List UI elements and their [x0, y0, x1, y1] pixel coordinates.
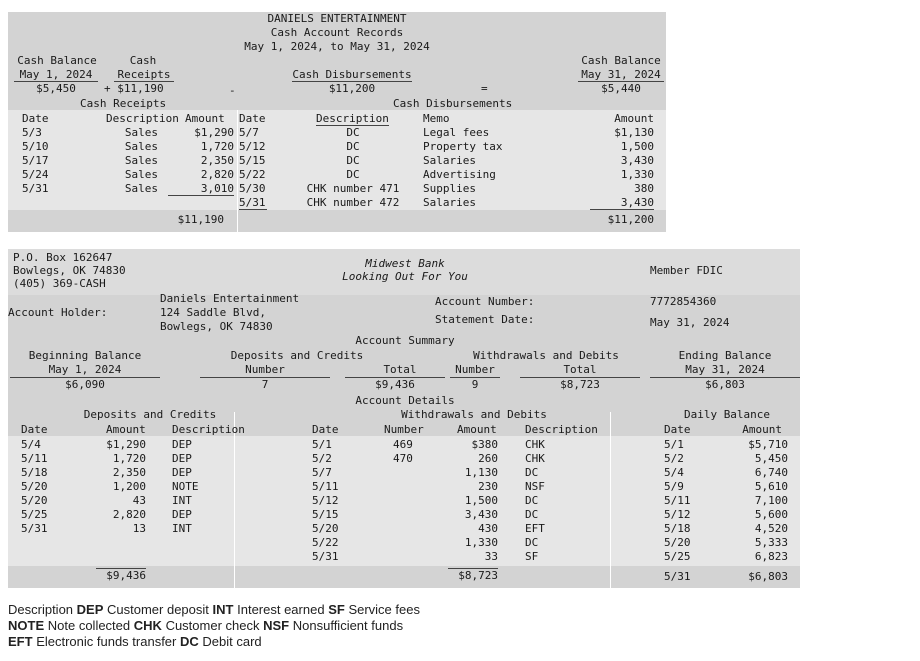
receipt-description: Sales	[124, 154, 158, 167]
account-number: 7772854360	[650, 295, 717, 308]
legend-code: INT	[212, 602, 234, 617]
summary-end-value: $6,803	[650, 377, 800, 391]
daily-date: 5/18	[664, 522, 691, 535]
member-fdic: Member FDIC	[650, 264, 723, 277]
summary-withdrawals-total: $8,723	[520, 377, 640, 391]
daily-date: 5/12	[664, 508, 691, 521]
legend-code: DEP	[76, 602, 104, 617]
daily-amount: 5,610	[754, 480, 788, 493]
legend-description-label: Description	[8, 602, 74, 617]
wd-header-description: Description	[525, 423, 598, 436]
dep-date: 5/4	[21, 438, 41, 451]
daily-amount: 5,600	[754, 508, 788, 521]
disb-memo: Supplies	[423, 182, 476, 195]
wd-description: EFT	[525, 522, 545, 535]
wd-number: 469	[393, 438, 413, 451]
wd-description: CHK	[525, 452, 545, 465]
receipt-description: Sales	[124, 126, 158, 139]
disb-date: 5/15	[239, 154, 266, 167]
legend-text: Customer deposit	[107, 602, 209, 617]
dep-amount: 2,350	[112, 466, 146, 479]
begin-balance-label-2: May 1, 2024	[14, 68, 98, 82]
wd-date: 5/1	[312, 438, 332, 451]
bank-address-2: Bowlegs, OK 74830	[13, 264, 126, 277]
disb-amount: $1,130	[614, 126, 654, 139]
dep-description: INT	[172, 522, 192, 535]
dep-amount: 2,820	[112, 508, 146, 521]
dep-description: NOTE	[172, 480, 199, 493]
disbursements-section-title: Cash Disbursements	[393, 97, 513, 110]
dep-description: DEP	[172, 438, 192, 451]
legend-code: SF	[328, 602, 345, 617]
daily-final-amount: $6,803	[748, 570, 788, 583]
daily-amount: 4,520	[754, 522, 788, 535]
wd-description: DC	[525, 466, 539, 479]
legend-line-2	[8, 618, 403, 634]
wd-date: 5/11	[312, 480, 339, 493]
dep-amount: 43	[132, 494, 146, 507]
dep-amount: 1,200	[112, 480, 146, 493]
disb-date: 5/7	[239, 126, 259, 139]
summary-withdrawals-total-label: Total	[563, 363, 597, 376]
bank-slogan: Looking Out For You	[342, 270, 468, 283]
daily-date: 5/20	[664, 536, 691, 549]
disb-description: DC	[346, 140, 360, 153]
receipt-date: 5/10	[22, 140, 49, 153]
dep-header-amount: Amount	[106, 423, 146, 436]
withdrawals-total: $8,723	[448, 568, 498, 582]
wd-date: 5/12	[312, 494, 339, 507]
daily-date: 5/11	[664, 494, 691, 507]
dep-amount: 1,720	[112, 452, 146, 465]
daily-date: 5/1	[664, 438, 684, 451]
receipt-amount: 1,720	[200, 140, 234, 153]
daily-final-date: 5/31	[664, 570, 691, 583]
receipt-amount: 2,820	[200, 168, 234, 181]
wd-header-number: Number	[384, 423, 424, 436]
legend-line-3	[8, 634, 262, 650]
account-holder-label: Account Holder:	[8, 306, 108, 319]
disb-header-amount: Amount	[614, 112, 654, 125]
daily-amount: 6,823	[754, 550, 788, 563]
legend-text: Customer check	[165, 618, 260, 633]
wd-amount: 1,330	[464, 536, 498, 549]
account-summary-title: Account Summary	[355, 334, 455, 347]
legend-code: CHK	[133, 618, 162, 633]
disbursements-value: $11,200	[328, 82, 376, 95]
disb-memo: Salaries	[423, 196, 476, 209]
wd-date: 5/22	[312, 536, 339, 549]
disb-memo: Legal fees	[423, 126, 490, 139]
disb-description: DC	[346, 168, 360, 181]
disb-header-description: Description	[316, 112, 389, 125]
withdrawals-title: Withdrawals and Debits	[401, 408, 547, 421]
account-holder-city: Bowlegs, OK 74830	[160, 320, 273, 333]
disb-description: DC	[346, 154, 360, 167]
receipt-description: Sales	[124, 182, 158, 195]
wd-date: 5/31	[312, 550, 339, 563]
disb-header-memo: Memo	[423, 112, 450, 125]
begin-balance-label-1: Cash Balance	[17, 54, 97, 67]
cash-records-divider	[237, 110, 238, 232]
receipt-date: 5/3	[22, 126, 42, 139]
daily-date: 5/25	[664, 550, 691, 563]
dep-header-date: Date	[21, 423, 48, 436]
wd-amount: 260	[478, 452, 498, 465]
disb-memo: Property tax	[423, 140, 503, 153]
disb-date: 5/31	[239, 196, 266, 209]
disb-memo: Salaries	[423, 154, 476, 167]
wd-amount: 33	[484, 550, 498, 563]
daily-amount: 7,100	[754, 494, 788, 507]
receipts-total: $11,190	[177, 213, 224, 226]
receipt-amount: 3,010	[168, 182, 234, 196]
account-number-label: Account Number:	[435, 295, 535, 308]
wd-amount: 3,430	[464, 508, 498, 521]
daily-amount: 6,740	[754, 466, 788, 479]
legend-text: Interest earned	[237, 602, 325, 617]
record-period: May 1, 2024, to May 31, 2024	[244, 40, 430, 53]
summary-withdrawals-number-label: Number	[455, 363, 495, 376]
receipts-label-1: Cash	[129, 54, 157, 67]
wd-description: CHK	[525, 438, 545, 451]
legend-text: Electronic funds transfer	[36, 634, 177, 649]
wd-header-date: Date	[312, 423, 339, 436]
disb-amount: 3,430	[620, 154, 654, 167]
summary-deposits-number-label: Number	[245, 363, 285, 376]
summary-deposits-total-label: Total	[383, 363, 417, 376]
legend-code: NSF	[263, 618, 290, 633]
receipt-header-date: Date	[22, 112, 49, 125]
equals-sign: =	[481, 82, 488, 95]
wd-amount: 1,130	[464, 466, 498, 479]
daily-header-date: Date	[664, 423, 691, 436]
receipt-header-description: Description	[106, 112, 179, 125]
summary-withdrawals-number: 9	[450, 377, 500, 391]
wd-description: DC	[525, 508, 539, 521]
summary-end-label-2: May 31, 2024	[685, 363, 765, 376]
summary-deposits-total: $9,436	[345, 377, 445, 391]
daily-amount: $5,710	[748, 438, 788, 451]
receipts-value: + $11,190	[104, 82, 164, 95]
receipt-description: Sales	[124, 168, 158, 181]
bank-address-1: P.O. Box 162647	[13, 251, 113, 264]
disbursements-total: $11,200	[607, 213, 654, 226]
legend-text: Nonsufficient funds	[292, 618, 404, 633]
disb-amount: 3,430	[590, 196, 654, 210]
disb-description: DC	[346, 126, 360, 139]
wd-date: 5/7	[312, 466, 332, 479]
receipt-date: 5/17	[22, 154, 49, 167]
deposits-title: Deposits and Credits	[83, 408, 217, 421]
bank-details-divider-2	[610, 412, 611, 588]
company-title: DANIELS ENTERTAINMENT	[267, 12, 407, 25]
bank-details-divider-1	[234, 412, 235, 588]
dep-date: 5/20	[21, 480, 48, 493]
legend-text: Debit card	[202, 634, 262, 649]
dep-description: INT	[172, 494, 192, 507]
legend-code: DC	[180, 634, 199, 649]
dep-date: 5/31	[21, 522, 48, 535]
dep-date: 5/11	[21, 452, 48, 465]
end-balance-label-2: May 31, 2024	[578, 68, 664, 82]
disb-header-date: Date	[239, 112, 266, 125]
dep-header-description: Description	[172, 423, 245, 436]
receipt-amount: 2,350	[200, 154, 234, 167]
dep-date: 5/20	[21, 494, 48, 507]
legend-line-1	[8, 602, 420, 618]
dep-amount: $1,290	[106, 438, 146, 451]
dep-description: DEP	[172, 452, 192, 465]
legend-code: EFT	[8, 634, 33, 649]
wd-header-amount: Amount	[457, 423, 497, 436]
daily-balance-title: Daily Balance	[683, 408, 771, 421]
summary-begin-label-1: Beginning Balance	[28, 349, 142, 362]
dep-amount: 13	[132, 522, 146, 535]
wd-amount: 430	[478, 522, 498, 535]
daily-amount: 5,333	[754, 536, 788, 549]
end-balance-label-1: Cash Balance	[581, 54, 661, 67]
receipts-section-title: Cash Receipts	[80, 97, 167, 110]
statement-date-label: Statement Date:	[435, 313, 535, 326]
statement-date: May 31, 2024	[650, 316, 730, 329]
receipt-date: 5/31	[22, 182, 49, 195]
summary-end-label-1: Ending Balance	[678, 349, 772, 362]
wd-description: SF	[525, 550, 539, 563]
bank-name: Midwest Bank	[365, 257, 445, 270]
dep-date: 5/25	[21, 508, 48, 521]
disb-amount: 1,500	[620, 140, 654, 153]
dep-description: DEP	[172, 508, 192, 521]
wd-description: NSF	[525, 480, 545, 493]
bank-phone: (405) 369-CASH	[13, 277, 106, 290]
disb-amount: 380	[634, 182, 654, 195]
daily-date: 5/2	[664, 452, 684, 465]
account-details-title: Account Details	[355, 394, 455, 407]
receipt-description: Sales	[124, 140, 158, 153]
legend-text: Service fees	[348, 602, 420, 617]
disbursements-label: Cash Disbursements	[292, 68, 412, 81]
receipts-label-2: Receipts	[114, 68, 174, 82]
record-subtitle: Cash Account Records	[270, 26, 404, 39]
dep-date: 5/18	[21, 466, 48, 479]
disb-description: CHK number 471	[306, 182, 400, 195]
wd-amount: 1,500	[464, 494, 498, 507]
wd-description: DC	[525, 494, 539, 507]
wd-date: 5/15	[312, 508, 339, 521]
receipt-amount: $1,290	[194, 126, 234, 139]
summary-withdrawals-label: Withdrawals and Debits	[473, 349, 619, 362]
summary-begin-value: $6,090	[10, 377, 160, 391]
disb-amount: 1,330	[620, 168, 654, 181]
wd-description: DC	[525, 536, 539, 549]
disb-description: CHK number 472	[306, 196, 400, 209]
wd-amount: $380	[471, 438, 498, 451]
disb-date: 5/12	[239, 140, 266, 153]
dep-description: DEP	[172, 466, 192, 479]
wd-date: 5/2	[312, 452, 332, 465]
minus-sign: -	[229, 84, 236, 97]
summary-deposits-number: 7	[200, 377, 330, 391]
daily-date: 5/4	[664, 466, 684, 479]
disb-date: 5/22	[239, 168, 266, 181]
summary-begin-label-2: May 1, 2024	[48, 363, 122, 376]
receipt-date: 5/24	[22, 168, 49, 181]
receipt-header-amount: Amount	[185, 112, 225, 125]
daily-date: 5/9	[664, 480, 684, 493]
legend-code: NOTE	[8, 618, 45, 633]
wd-amount: 230	[478, 480, 498, 493]
account-holder-street: 124 Saddle Blvd,	[160, 306, 266, 319]
disb-memo: Advertising	[423, 168, 496, 181]
daily-amount: 5,450	[754, 452, 788, 465]
deposits-total: $9,436	[96, 568, 146, 582]
wd-number: 470	[393, 452, 413, 465]
begin-balance-value: $5,450	[36, 82, 76, 95]
end-balance-value: $5,440	[601, 82, 641, 95]
legend-text: Note collected	[47, 618, 131, 633]
daily-header-amount: Amount	[742, 423, 782, 436]
wd-date: 5/20	[312, 522, 339, 535]
summary-deposits-label: Deposits and Credits	[230, 349, 364, 362]
account-holder-name: Daniels Entertainment	[160, 292, 300, 305]
disb-date: 5/30	[239, 182, 266, 195]
